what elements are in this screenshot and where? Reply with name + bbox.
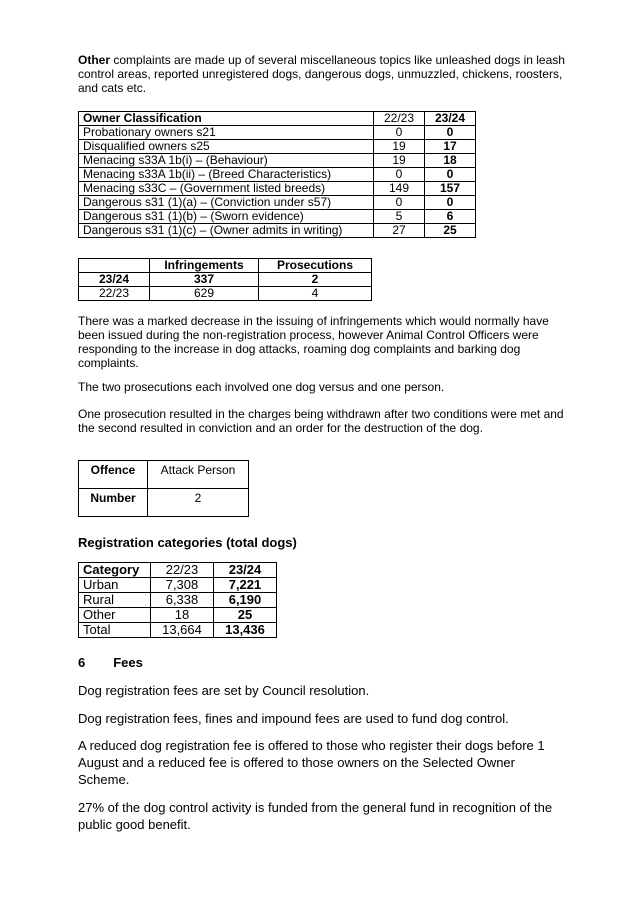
fees-heading <box>78 655 143 670</box>
table-cell: Probationary owners s21 <box>79 126 374 140</box>
table-row <box>79 154 476 168</box>
table-cell: Dangerous s31 (1)(a) – (Conviction under s57) <box>79 196 374 210</box>
table-cell: 17 <box>425 140 476 154</box>
intro-text: complaints are made up of several miscellaneous topics like unleashed dogs in leash control areas, reported unregistered dogs, dangerous dogs, unmuzzled, chickens, roosters, and cats etc. <box>78 53 565 95</box>
table-cell: 0 <box>374 196 425 210</box>
table-cell: 6,190 <box>214 593 277 608</box>
section-title: Fees <box>113 655 143 670</box>
table-header-row <box>79 112 476 126</box>
paragraph-one-prosecution: One prosecution resulted in the charges being withdrawn after two conditions were met and the second resulted in conviction and an order for the destruction of the dog. <box>78 407 564 435</box>
infringements-table <box>78 258 372 301</box>
header-cell: Owner Classification <box>79 112 374 126</box>
table-cell: Total <box>79 623 151 638</box>
paragraph-two-prosecutions: The two prosecutions each involved one dog versus and one person. <box>78 380 445 394</box>
header-cell: Infringements <box>150 259 259 273</box>
intro-lead: Other <box>78 53 111 67</box>
table-cell: 629 <box>150 287 259 301</box>
table-row <box>79 489 249 517</box>
table-row <box>79 140 476 154</box>
table-row <box>79 126 476 140</box>
table-cell: 13,664 <box>151 623 214 638</box>
table-cell: Menacing s33A 1b(ii) – (Breed Characteristics) <box>79 168 374 182</box>
table-cell: 0 <box>425 168 476 182</box>
table-cell: 18 <box>151 608 214 623</box>
number-value: 2 <box>148 489 249 517</box>
header-cell: 22/23 <box>151 563 214 578</box>
table-cell: Rural <box>79 593 151 608</box>
table-cell: 0 <box>425 196 476 210</box>
table-cell: 27 <box>374 224 425 238</box>
registration-heading: Registration categories (total dogs) <box>78 535 297 550</box>
fees-paragraph-3: A reduced dog registration fee is offered to those who register their dogs before 1 August and a reduced fee is offered to those owners on the Selected Owner Scheme. <box>78 738 545 787</box>
header-cell <box>79 259 150 273</box>
offence-table <box>78 460 249 517</box>
header-cell: Category <box>79 563 151 578</box>
table-row <box>79 287 372 301</box>
table-cell: 337 <box>150 273 259 287</box>
owner-classification-table <box>78 111 476 238</box>
table-row <box>79 196 476 210</box>
table-row <box>79 182 476 196</box>
table-cell: 22/23 <box>79 287 150 301</box>
table-cell: Dangerous s31 (1)(b) – (Sworn evidence) <box>79 210 374 224</box>
table-row <box>79 168 476 182</box>
table-row <box>79 224 476 238</box>
table-cell: 7,308 <box>151 578 214 593</box>
section-number: 6 <box>78 655 86 670</box>
registration-table <box>78 562 277 638</box>
table-cell: 0 <box>425 126 476 140</box>
table-cell: 25 <box>425 224 476 238</box>
table-row <box>79 578 277 593</box>
table-row <box>79 273 372 287</box>
table-cell: Dangerous s31 (1)(c) – (Owner admits in writing) <box>79 224 374 238</box>
header-cell: 22/23 <box>374 112 425 126</box>
fees-paragraph-1: Dog registration fees are set by Council resolution. <box>78 683 370 698</box>
table-row <box>79 623 277 638</box>
offence-label: Offence <box>79 461 148 489</box>
table-cell: 6 <box>425 210 476 224</box>
table-row <box>79 593 277 608</box>
header-cell: Prosecutions <box>259 259 372 273</box>
table-cell: 6,338 <box>151 593 214 608</box>
table-cell: 5 <box>374 210 425 224</box>
header-cell: 23/24 <box>214 563 277 578</box>
table-cell: 149 <box>374 182 425 196</box>
table-cell: 19 <box>374 140 425 154</box>
table-cell: 0 <box>374 168 425 182</box>
table-cell: 25 <box>214 608 277 623</box>
table-cell: Menacing s33C – (Government listed breeds) <box>79 182 374 196</box>
table-cell: 13,436 <box>214 623 277 638</box>
intro-paragraph <box>78 53 568 95</box>
header-cell: 23/24 <box>425 112 476 126</box>
table-cell: 19 <box>374 154 425 168</box>
table-cell: 2 <box>259 273 372 287</box>
table-header-row <box>79 563 277 578</box>
fees-paragraph-4: 27% of the dog control activity is funded from the general fund in recognition of the public good benefit. <box>78 800 553 832</box>
table-cell: 18 <box>425 154 476 168</box>
table-row <box>79 461 249 489</box>
table-cell: Urban <box>79 578 151 593</box>
fees-paragraph-2: Dog registration fees, fines and impound fees are used to fund dog control. <box>78 711 509 726</box>
table-cell: 4 <box>259 287 372 301</box>
table-cell: Disqualified owners s25 <box>79 140 374 154</box>
table-cell: Other <box>79 608 151 623</box>
table-header-row <box>79 259 372 273</box>
table-cell: 157 <box>425 182 476 196</box>
table-cell: 7,221 <box>214 578 277 593</box>
paragraph-decrease: There was a marked decrease in the issuing of infringements which would normally have been issued during the non-registration process, however Animal Control Officers were responding to the increase in dog attacks, roaming dog complaints and barking dog complaints. <box>78 314 549 370</box>
table-row <box>79 608 277 623</box>
table-cell: Menacing s33A 1b(i) – (Behaviour) <box>79 154 374 168</box>
number-label: Number <box>79 489 148 517</box>
table-cell: 23/24 <box>79 273 150 287</box>
offence-value: Attack Person <box>148 461 249 489</box>
table-row <box>79 210 476 224</box>
table-cell: 0 <box>374 126 425 140</box>
